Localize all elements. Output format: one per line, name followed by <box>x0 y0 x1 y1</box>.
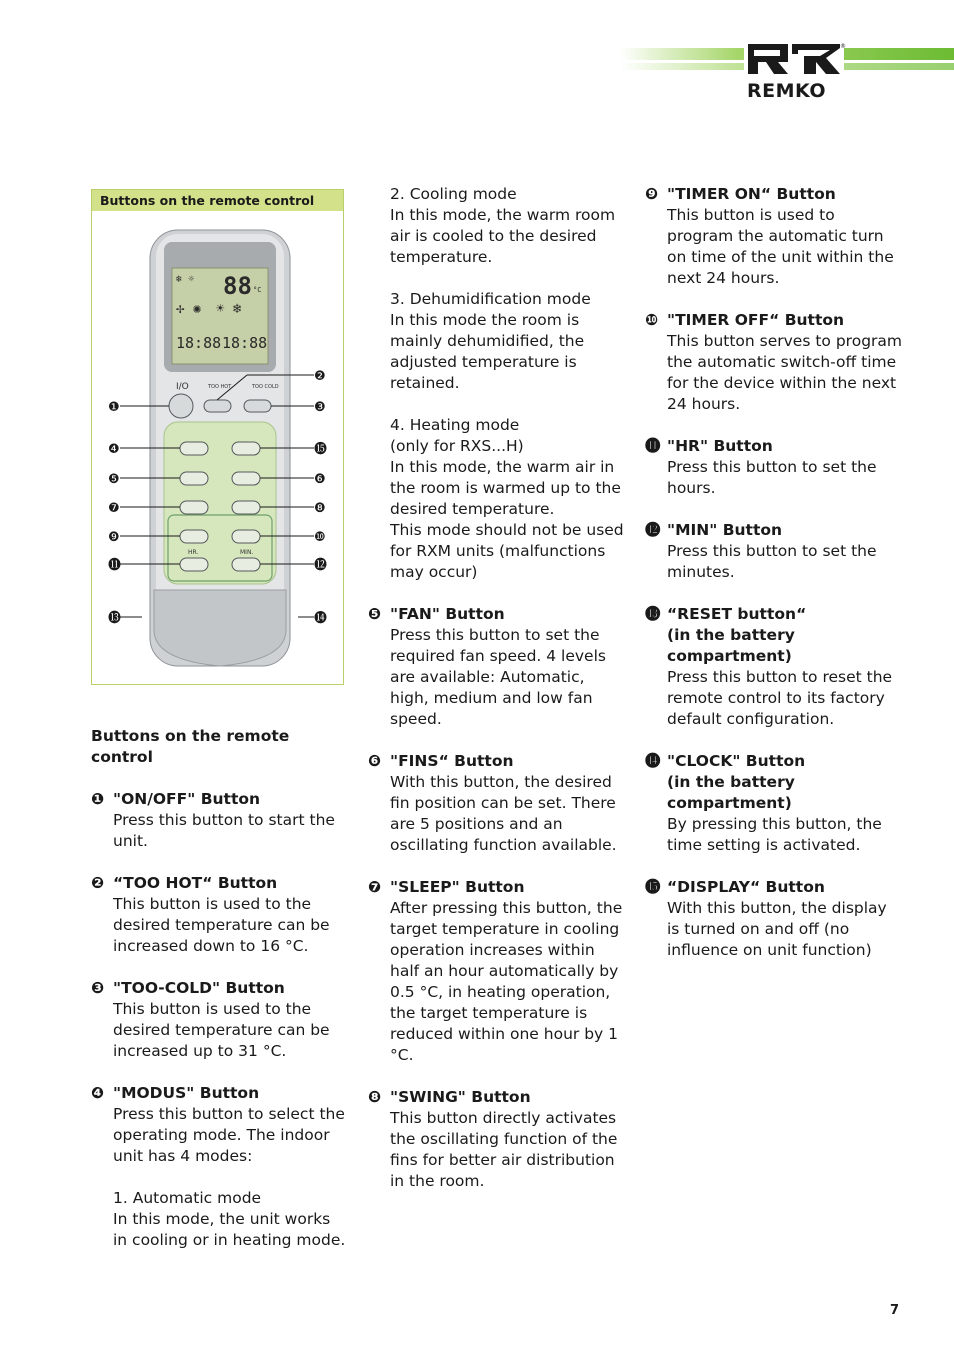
remote-on-off-button <box>169 394 193 418</box>
mode-text: 2. Cooling mode <box>390 185 517 203</box>
item-text: Press this button to select the operating mode. The indoor unit has 4 modes: <box>113 1105 345 1165</box>
button-description <box>91 873 349 957</box>
button-description <box>368 751 626 856</box>
button-description <box>645 751 903 856</box>
svg-text:❽: ❽ <box>314 501 326 516</box>
svg-text:❼: ❼ <box>108 501 120 516</box>
button-description <box>368 604 626 730</box>
item-title: "FAN" Button <box>390 605 505 623</box>
item-text: Press this button to reset the remote control to its factory default configuration. <box>667 668 893 728</box>
remote-figure-box <box>91 189 344 685</box>
item-heading <box>368 1087 626 1108</box>
item-heading <box>368 877 626 898</box>
button-description <box>645 310 903 415</box>
item-title: "HR" Button <box>667 437 773 455</box>
item-number: ❽ <box>368 1088 382 1106</box>
svg-text:❄ ☼: ❄ ☼ <box>176 274 195 285</box>
item-number: ❷ <box>91 874 105 892</box>
item-number: ⓬ <box>645 521 661 539</box>
svg-text:✢ ✺: ✢ ✺ <box>176 301 202 317</box>
button-description <box>645 604 903 730</box>
item-heading <box>645 877 903 898</box>
item-title: "ON/OFF" Button <box>113 790 261 808</box>
svg-text:❷: ❷ <box>314 369 326 384</box>
item-heading <box>91 873 349 894</box>
item-text: Press this button to set the minutes. <box>667 542 877 581</box>
svg-text:☀ ❄: ☀ ❄ <box>216 301 242 317</box>
item-heading <box>645 184 903 205</box>
item-heading <box>91 1083 349 1104</box>
mode-text: In this mode, the warm room air is cooled to the desired temperature. <box>390 206 616 266</box>
svg-text:❻: ❻ <box>314 472 326 487</box>
item-title: "TIMER OFF“ Button <box>667 311 845 329</box>
item-number: ❹ <box>91 1084 105 1102</box>
item-text: Press this button to start the unit. <box>113 811 335 850</box>
button-description <box>645 877 903 961</box>
item-text: By pressing this button, the time setting is activated. <box>667 815 882 854</box>
item-text: This button directly activates the oscillating function of the fins for better air distribution in the room. <box>390 1109 618 1190</box>
item-text: This button serves to program the automatic switch-off time for the device within the next 24 hours. <box>667 332 902 413</box>
item-heading <box>645 436 903 457</box>
item-number: ❻ <box>368 752 382 770</box>
svg-text:18:88: 18:88 <box>222 334 268 352</box>
item-subtitle: (in the battery compartment) <box>667 773 795 812</box>
mode-text: (only for RXS...H) <box>390 437 524 455</box>
item-title: "SLEEP" Button <box>390 878 525 896</box>
column-2 <box>368 184 626 1213</box>
item-number: ❶ <box>91 790 105 808</box>
io-label: I/O <box>176 382 189 392</box>
remko-logo <box>744 40 844 102</box>
item-subtitle: (in the battery compartment) <box>667 626 795 665</box>
button-description <box>645 520 903 583</box>
item-number: ⓭ <box>645 605 661 623</box>
svg-text:°C: °C <box>253 286 262 294</box>
svg-text:❹: ❹ <box>108 442 120 457</box>
remote-control-illustration <box>92 190 345 686</box>
col1-items <box>91 789 349 1251</box>
item-title: "MODUS" Button <box>113 1084 260 1102</box>
figure-caption: Buttons on the remote control <box>92 190 343 211</box>
svg-text:88: 88 <box>223 272 252 300</box>
item-title: “DISPLAY“ Button <box>667 878 825 896</box>
item-heading <box>645 751 903 772</box>
min-label: MIN. <box>240 549 254 556</box>
button-description <box>91 789 349 852</box>
too-cold-label: TOO COLD <box>252 384 279 390</box>
item-text: After pressing this button, the target temperature in cooling operation increases within half an hour automatically by 0.5 °C, in heating operation, the target temperature is reduced within one hour by 1 °C. <box>390 899 623 1064</box>
svg-text:®: ® <box>840 43 846 50</box>
item-number: ⓯ <box>645 878 661 896</box>
column-1 <box>91 726 349 1272</box>
item-heading <box>368 751 626 772</box>
svg-text:⓮: ⓮ <box>314 611 328 626</box>
item-text: 1. Automatic mode <box>113 1189 262 1207</box>
page-number: 7 <box>890 1303 900 1318</box>
button-description <box>91 1083 349 1251</box>
svg-text:⓫: ⓫ <box>108 558 122 573</box>
svg-text:⓯: ⓯ <box>314 442 328 457</box>
svg-text:❾: ❾ <box>108 530 120 545</box>
svg-text:❺: ❺ <box>108 472 120 487</box>
item-title: "TOO-COLD" Button <box>113 979 285 997</box>
remote-too-cold-button <box>244 400 271 412</box>
item-heading <box>645 310 903 331</box>
too-hot-label: TOO HOT <box>208 384 232 390</box>
item-number: ❾ <box>645 185 659 203</box>
remko-logo-mark <box>744 40 844 102</box>
item-heading <box>368 604 626 625</box>
item-title: "TIMER ON“ Button <box>667 185 836 203</box>
item-number: ⓫ <box>645 437 661 455</box>
svg-text:❶: ❶ <box>108 400 120 415</box>
section-title: Buttons on the remote control <box>91 727 290 766</box>
column-3 <box>645 184 903 982</box>
button-description <box>91 978 349 1062</box>
item-text: Press this button to set the required fan speed. 4 levels are available: Automatic, high, medium and low fan speed. <box>390 626 606 728</box>
item-text: This button is used to program the automatic turn on time of the unit within the next 24 hours. <box>667 206 894 287</box>
svg-text:⓭: ⓭ <box>108 611 122 626</box>
mode-text: 4. Heating mode <box>390 416 520 434</box>
item-text: This button is used to the desired temperature can be increased up to 31 °C. <box>113 1000 330 1060</box>
svg-text:❿: ❿ <box>314 530 326 545</box>
item-heading <box>91 978 349 999</box>
item-title: "FINS“ Button <box>390 752 514 770</box>
button-description <box>368 877 626 1066</box>
item-title: “RESET button“ <box>667 605 807 623</box>
mode-text: This mode should not be used for RXM units (malfunctions may occur) <box>390 521 624 581</box>
remote-too-hot-button <box>204 400 231 412</box>
svg-text:❸: ❸ <box>314 400 326 415</box>
col3-items <box>645 184 903 961</box>
brand-text: REMKO <box>747 80 827 102</box>
item-title: "CLOCK" Button <box>667 752 806 770</box>
item-title: "SWING" Button <box>390 1088 531 1106</box>
item-heading <box>91 789 349 810</box>
button-description <box>368 1087 626 1192</box>
button-description <box>645 184 903 289</box>
mode-text: 3. Dehumidification mode <box>390 290 591 308</box>
item-number: ❿ <box>645 311 659 329</box>
item-title: "MIN" Button <box>667 521 783 539</box>
svg-text:18:88: 18:88 <box>176 334 222 352</box>
item-number: ⓮ <box>645 752 661 770</box>
modes-continuation <box>368 184 626 583</box>
mode-text: In this mode the room is mainly dehumidified, the adjusted temperature is retained. <box>390 311 585 392</box>
item-text: In this mode, the unit works in cooling or in heating mode. <box>113 1210 346 1249</box>
button-description <box>645 436 903 499</box>
item-heading <box>645 520 903 541</box>
item-title: “TOO HOT“ Button <box>113 874 278 892</box>
item-text: With this button, the desired fin position can be set. There are 5 positions and an oscillating function available. <box>390 773 617 854</box>
item-text: This button is used to the desired temperature can be increased down to 16 °C. <box>113 895 330 955</box>
item-number: ❸ <box>91 979 105 997</box>
item-heading <box>645 604 903 625</box>
item-number: ❼ <box>368 878 382 896</box>
svg-text:⓬: ⓬ <box>314 558 328 573</box>
mode-text: In this mode, the warm air in the room is warmed up to the desired temperature. <box>390 458 621 518</box>
item-text: Press this button to set the hours. <box>667 458 877 497</box>
col2-items <box>368 604 626 1192</box>
item-text: With this button, the display is turned on and off (no influence on unit function) <box>667 899 887 959</box>
hr-label: HR. <box>188 549 199 556</box>
item-number: ❺ <box>368 605 382 623</box>
